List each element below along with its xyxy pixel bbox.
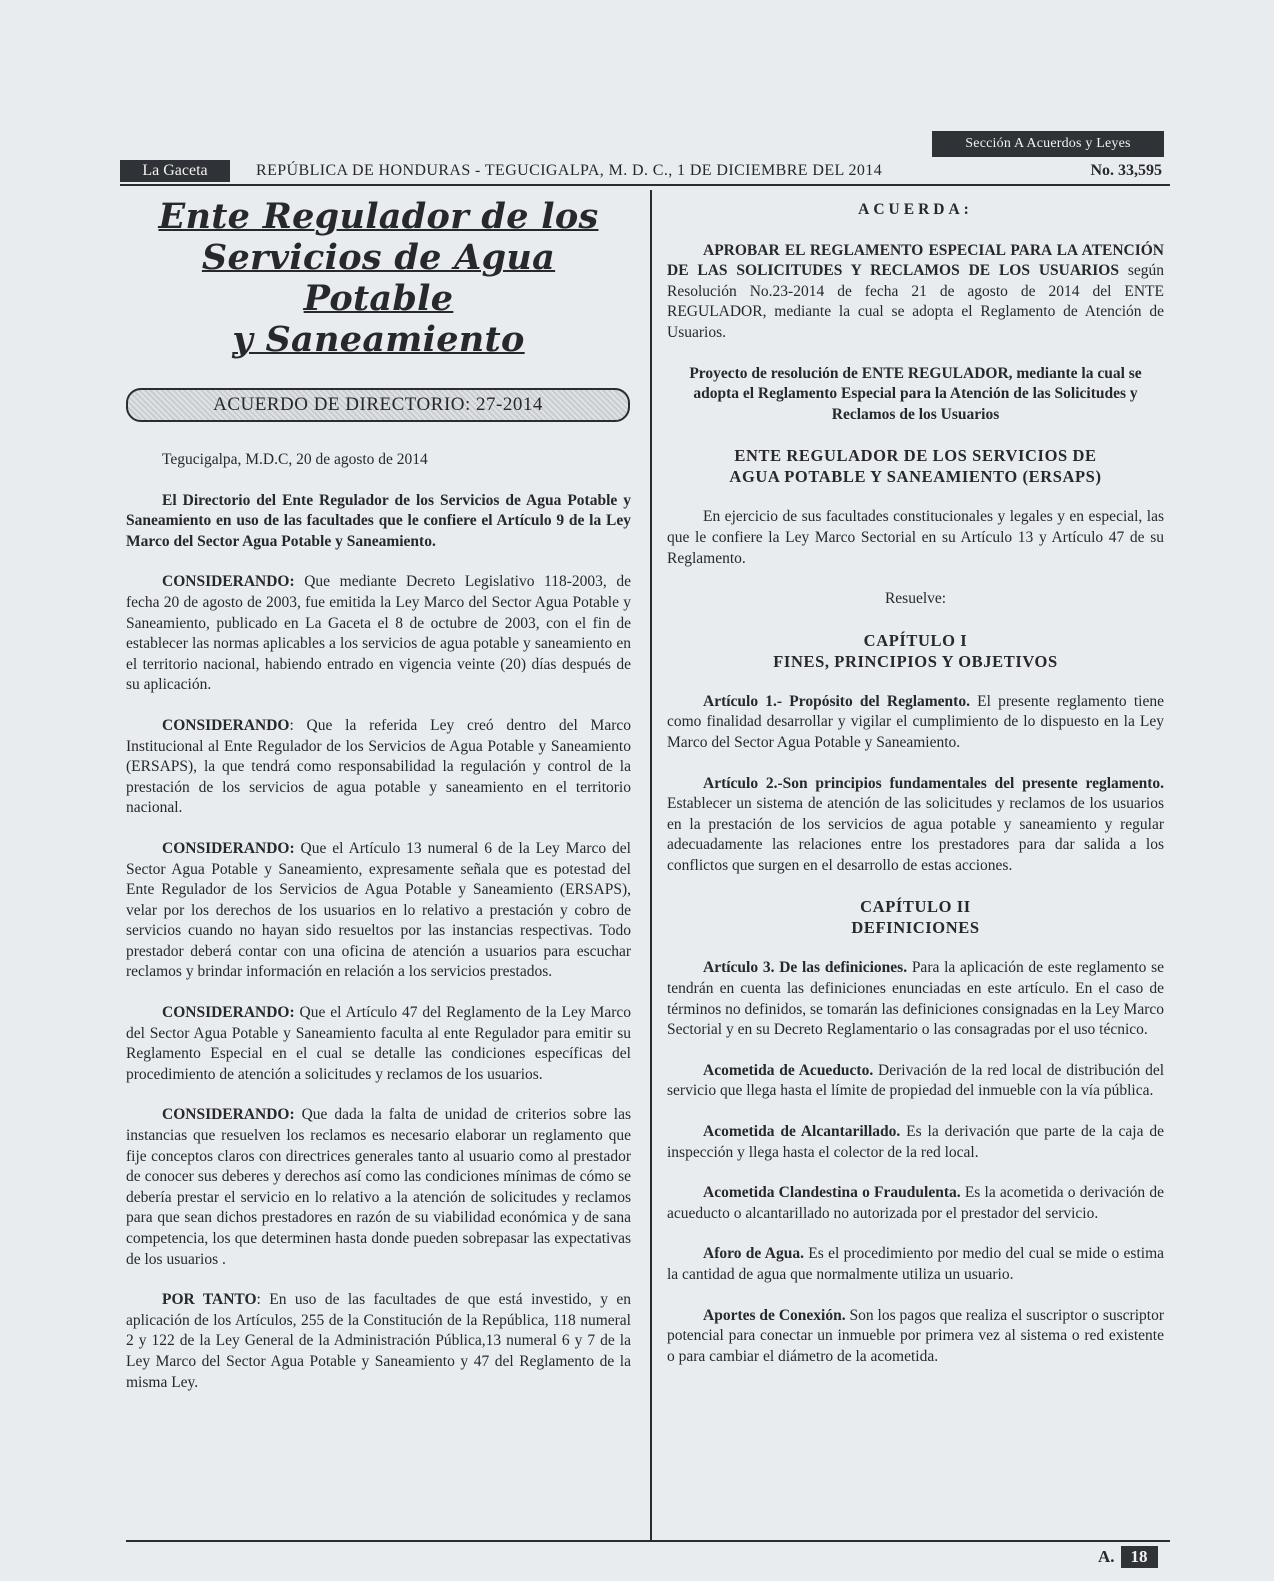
definition-5-text: Son los pagos que realiza el suscriptor o suscriptor potencial para conectar un inmueble por primera vez al sistema o red existente o para cambiar el diámetro de la acometida. — [667, 1306, 1164, 1365]
approve-paragraph — [667, 241, 1164, 344]
considerando-5 — [126, 1105, 631, 1270]
exercise-paragraph: En ejercicio de sus facultades constitucionales y legales y en especial, las que le confiere la Ley Marco Sectorial en su Artículo 13 y Artículo 47 de su Reglamento. — [667, 508, 1164, 567]
considerando-4 — [126, 1003, 631, 1085]
definition-5-label: Aportes de Conexión. — [703, 1306, 846, 1324]
chapter-1 — [667, 630, 1164, 672]
gazette-logo: La Gaceta — [120, 160, 230, 182]
considerando-2 — [126, 716, 631, 819]
ersaps-heading-line-1: ENTE REGULADOR DE LOS SERVICIOS DE — [734, 446, 1097, 466]
masthead — [120, 160, 1170, 186]
page-prefix: A. — [1098, 1547, 1115, 1566]
article-2-text: Establecer un sistema de atención de las solicitudes y reclamos de los usuarios en la prestación de los servicios de agua potable y saneamiento y regular adecuadamente las relaciones entre los prestadores para dar salida a los conflictos que surgen en el desarrollo de estas acciones. — [667, 795, 1164, 874]
article-1 — [667, 692, 1164, 754]
org-title-line-1: Ente Regulador de los — [158, 196, 599, 237]
considerando-5-label: CONSIDERANDO: — [162, 1106, 295, 1124]
org-title — [126, 196, 631, 360]
org-title-line-2: Servicios de Agua Potable — [201, 237, 556, 319]
chapter-2-title: CAPÍTULO II — [860, 897, 971, 917]
considerando-3-text: Que el Artículo 13 numeral 6 de la Ley Marco del Sector Agua Potable y Saneamiento, expresamente señala que es potestad del Ente Regulador de los Servicios de Agua Potable y Saneamiento (ERSAPS), velar por los derechos de los usuarios en lo relativo a prestación y cobro de servicios cuando no hayan sido resueltos por las instancias respectivas. Todo prestador deberá contar con una oficina de atención a usuarios para escuchar reclamos y brindar información en relación a los servicios prestados. — [126, 839, 631, 981]
por-tanto — [126, 1290, 631, 1393]
ersaps-heading — [667, 445, 1164, 487]
considerando-4-label: CONSIDERANDO: — [162, 1004, 295, 1022]
left-column — [126, 196, 631, 1393]
intro-paragraph: El Directorio del Ente Regulador de los Servicios de Agua Potable y Saneamiento en uso de las facultades que le confiere el Artículo 9 de la Ley Marco del Sector Agua Potable y Saneamiento. — [126, 491, 631, 550]
article-1-text: El presente reglamento tiene como finalidad desarrollar y vigilar el cumplimiento de lo dispuesto en la Ley Marco del Sector Agua Potable y Saneamiento. — [667, 692, 1164, 751]
chapter-2 — [667, 896, 1164, 938]
article-1-label: Artículo 1.- Propósito del Reglamento. — [703, 692, 970, 710]
por-tanto-text: : En uso de las facultades de que está investido, y en aplicación de los Artículos, 255 de la Constitución de la República, 118 numeral 2 y 122 de la Ley General de la Administración Pública,13 numeral 6 y 7 de la Ley Marco del Sector Agua Potable y Saneamiento y 47 del Reglamento de la misma Ley. — [126, 1291, 631, 1391]
considerando-5-text: Que dada la falta de unidad de criterios sobre las instancias que resuelven los reclamos es necesario elaborar un reglamento que fije conceptos claros con directrices generales tanto al usuario como al prestador de conocer sus deberes y derechos así como las condiciones mínimas de cómo se debería prestar el servicio en lo relativo a la atención de solicitudes y reclamos para que sean dichos prestadores en razón de su viabilidad económica y de sana competencia, los que determinen hasta donde pueden sobrepasar las expectativas de los usuarios . — [126, 1106, 631, 1268]
considerando-3-label: CONSIDERANDO: — [162, 839, 295, 857]
article-2 — [667, 774, 1164, 877]
definition-4-label: Aforo de Agua. — [703, 1245, 804, 1263]
right-column — [667, 200, 1164, 1367]
definition-4-text: Es el procedimiento por medio del cual se mide o estima la cantidad de agua que normalmente utiliza un usuario. — [667, 1245, 1165, 1283]
bottom-rule — [126, 1540, 1170, 1542]
article-3-label: Artículo 3. De las definiciones. — [703, 959, 908, 977]
project-title: Proyecto de resolución de ENTE REGULADOR, mediante la cual se adopta el Reglamento Especial para la Atención de las Solicitudes y Reclamos de los Usuarios — [689, 364, 1142, 423]
definition-1-label: Acometida de Acueducto. — [703, 1061, 874, 1079]
decree-banner: ACUERDO DE DIRECTORIO: 27-2014 — [126, 388, 630, 422]
definition-aforo-agua — [667, 1244, 1164, 1285]
considerando-1 — [126, 572, 631, 696]
considerando-2-label: CONSIDERANDO — [162, 716, 290, 734]
definition-aportes-conexion — [667, 1306, 1164, 1368]
definition-acometida-clandestina — [667, 1183, 1164, 1224]
approve-bold: APROBAR EL REGLAMENTO ESPECIAL PARA LA ATENCIÓN DE LAS SOLICITUDES Y RECLAMOS DE LOS USUARIOS — [667, 241, 1164, 280]
definition-3-text: Es la acometida o derivación de acueducto o alcantarillado no autorizada por el prestador del servicio. — [667, 1184, 1164, 1222]
definition-3-label: Acometida Clandestina o Fraudulenta. — [703, 1184, 961, 1202]
chapter-2-subtitle: DEFINICIONES — [851, 918, 980, 938]
chapter-1-title: CAPÍTULO I — [863, 630, 968, 650]
ersaps-heading-line-2: AGUA POTABLE Y SANEAMIENTO (ERSAPS) — [729, 467, 1102, 487]
definition-1-text: Derivación de la red local de distribución del servicio que llega hasta el límite de propiedad del inmueble con la vía pública. — [667, 1061, 1165, 1100]
page-number-box: 18 — [1121, 1546, 1158, 1568]
article-3 — [667, 958, 1164, 1040]
considerando-3 — [126, 839, 631, 983]
considerando-1-text: Que mediante Decreto Legislativo 118-2003, de fecha 20 de agosto de 2003, fue emitida la Ley Marco del Sector Agua Potable y Saneamiento, publicado en La Gaceta el 8 de octubre de 2003, con el fin de establecer las normas aplicables a los servicios de agua potable y saneamiento en el territorio nacional, habiendo entrado en vigencia veinte (20) días después de su aplicación. — [126, 573, 631, 694]
por-tanto-label: POR TANTO — [162, 1291, 257, 1309]
considerando-1-label: CONSIDERANDO: — [162, 573, 295, 591]
chapter-1-subtitle: FINES, PRINCIPIOS Y OBJETIVOS — [773, 651, 1058, 671]
definition-acometida-alcantarillado — [667, 1122, 1164, 1163]
approve-text: según Resolución No.23-2014 de fecha 21 de agosto de 2014 del ENTE REGULADOR, mediante la cual se adopta el Reglamento de Atención de Usuarios. — [667, 262, 1164, 341]
date-line: Tegucigalpa, M.D.C, 20 de agosto de 2014 — [162, 451, 428, 468]
resuelve: Resuelve: — [884, 590, 947, 608]
considerando-2-text: : Que la referida Ley creó dentro del Marco Institucional al Ente Regulador de los Servicios de Agua Potable y Saneamiento (ERSAPS), la que tendrá como responsabilidad la regulación y control de la prestación de los servicios de agua potable y saneamiento en el territorio nacional. — [126, 716, 631, 817]
article-3-text: Para la aplicación de este reglamento se tendrán en cuenta las definiciones enunciadas en este artículo. En el caso de términos no definidos, se tomarán las definiciones consignadas en la Ley Marco Sectorial y en su Decreto Reglamentario o las consagradas por el uso técnico. — [667, 959, 1165, 1039]
column-divider — [650, 190, 652, 1540]
issue-number: No. 33,595 — [1090, 162, 1162, 179]
org-title-line-3: y Saneamiento — [232, 319, 525, 360]
page-number — [1098, 1546, 1158, 1568]
acuerda-heading: ACUERDA: — [858, 201, 973, 218]
definition-2-label: Acometida de Alcantarillado. — [703, 1123, 901, 1141]
considerando-4-text: Que el Artículo 47 del Reglamento de la Ley Marco del Sector Agua Potable y Saneamiento faculta al ente Regulador para emitir su Reglamento Especial en el cual se detalle las condiciones específicas del procedimiento de atención a solicitudes y reclamos de los usuarios. — [126, 1004, 631, 1083]
article-2-label: Artículo 2.-Son principios fundamentales del presente reglamento. — [703, 774, 1164, 792]
section-tab: Sección A Acuerdos y Leyes — [932, 131, 1164, 157]
masthead-text: REPÚBLICA DE HONDURAS - TEGUCIGALPA, M. D. C., 1 DE DICIEMBRE DEL 2014 — [256, 162, 883, 179]
definition-2-text: Es la derivación que parte de la caja de inspección y llega hasta el colector de la red local. — [667, 1123, 1164, 1161]
definition-acometida-acueducto — [667, 1061, 1164, 1102]
